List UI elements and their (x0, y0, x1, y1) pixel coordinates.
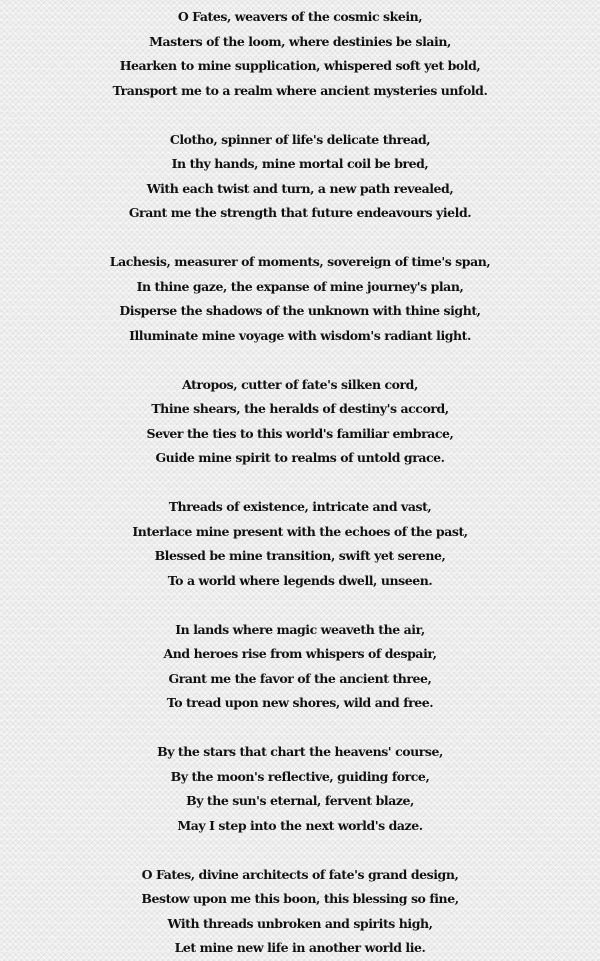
poem-line: May I step into the next world's daze. (177, 817, 423, 833)
poem-line: To a world where legends dwell, unseen. (167, 572, 433, 588)
poem-line: With each twist and turn, a new path revealed, (146, 180, 454, 196)
poem-line: Hearken to mine supplication, whispered soft yet bold, (119, 58, 481, 73)
stanza-7 (0, 740, 600, 838)
poem-line: Blessed be mine transition, swift yet serene, (154, 548, 446, 563)
poem-line: Thine shears, the heralds of destiny's accord, (151, 401, 449, 416)
poem-line: Guide mine spirit to realms of untold grace. (155, 450, 445, 465)
poem-line: In thy hands, mine mortal coil be bred, (171, 156, 429, 171)
poem-line: To tread upon new shores, wild and free. (166, 695, 434, 710)
poem-line: O Fates, divine architects of fate's grand design, (141, 866, 459, 882)
poem-line: By the sun's eternal, fervent blaze, (186, 793, 414, 808)
poem-line: Grant me the favor of the ancient three, (168, 670, 432, 686)
stanza-5 (0, 495, 600, 593)
poem-line: By the stars that chart the heavens' course, (157, 744, 443, 759)
poem-line: Atropos, cutter of fate's silken cord, (182, 376, 418, 392)
poem-line: Sever the ties to this world's familiar embrace, (146, 425, 454, 441)
poem-line: By the moon's reflective, guiding force, (170, 768, 430, 784)
poem-line: In lands where magic weaveth the air, (175, 621, 425, 637)
poem-line: In thine gaze, the expanse of mine journey's plan, (136, 278, 464, 294)
poem-line: Grant me the strength that future endeavours yield. (128, 205, 472, 220)
poem-line: Masters of the loom, where destinies be slain, (149, 33, 451, 49)
poem-line: Disperse the shadows of the unknown with thine sight, (119, 303, 481, 318)
poem-line: Threads of existence, intricate and vast, (168, 499, 432, 514)
poem-line: With threads unbroken and spirits high, (167, 915, 433, 931)
poem-line: Interlace mine present with the echoes of the past, (132, 523, 468, 539)
stanza-6 (0, 618, 600, 716)
poem-line: Illuminate mine voyage with wisdom's radiant light. (129, 327, 471, 343)
stanza-1 (0, 5, 600, 103)
stanza-4 (0, 373, 600, 471)
poem-line: Clotho, spinner of life's delicate thread, (169, 131, 431, 147)
poem-line: Transport me to a realm where ancient mysteries unfold. (112, 82, 488, 98)
poem-line: Lachesis, measurer of moments, sovereign of time's span, (109, 254, 491, 269)
poem-line: Bestow upon me this boon, this blessing so fine, (141, 891, 459, 906)
poem-line: O Fates, weavers of the cosmic skein, (177, 9, 423, 24)
poem-line: And heroes rise from whispers of despair, (163, 646, 437, 661)
stanza-3 (0, 250, 600, 348)
poem-line: Let mine new life in another world lie. (174, 940, 426, 955)
stanza-2 (0, 128, 600, 226)
stanza-8 (0, 863, 600, 961)
